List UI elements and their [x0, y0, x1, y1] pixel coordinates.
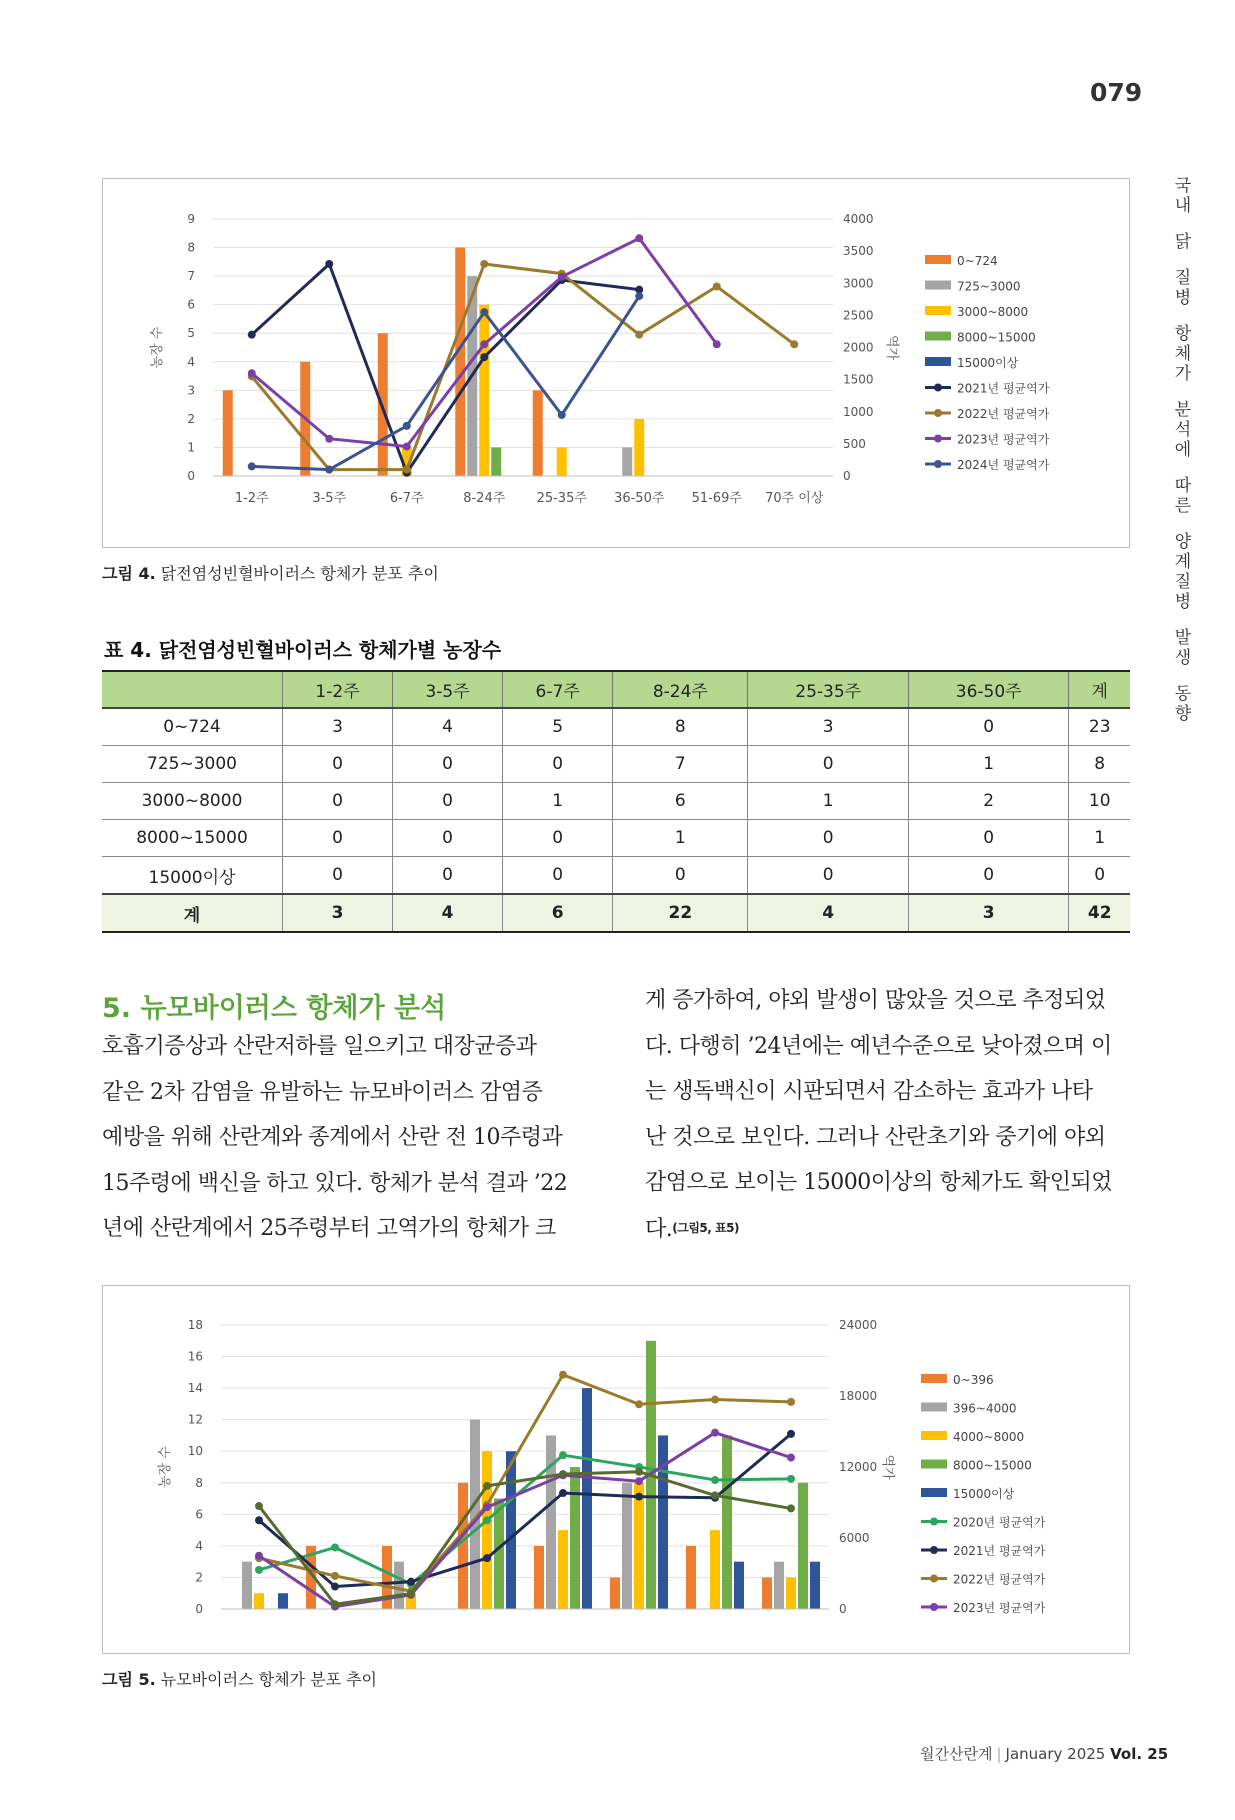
table4-total-cell: 3	[908, 894, 1068, 932]
y-axis-label: 농장 수	[158, 1446, 173, 1488]
bar	[686, 1546, 696, 1609]
side-title-char: 닭	[1174, 232, 1192, 252]
x-tick-label: 36-50주	[614, 491, 665, 506]
series-point	[558, 411, 566, 419]
y2-tick-label: 2500	[843, 308, 874, 323]
section5-paragraph-left	[102, 1024, 588, 1252]
bar	[582, 1388, 592, 1609]
table4-row	[102, 746, 1130, 783]
figure4-caption	[102, 561, 439, 584]
series-point	[711, 1396, 719, 1404]
bar	[278, 1593, 288, 1609]
table4-cell: 3	[748, 708, 908, 746]
legend-swatch	[925, 281, 951, 290]
series-point	[787, 1398, 795, 1406]
legend-swatch	[925, 332, 951, 341]
table4-cell: 0	[283, 783, 393, 820]
series-point	[483, 1482, 491, 1490]
series-point	[480, 340, 488, 348]
series-point	[558, 273, 566, 281]
y2-tick-label: 4000	[843, 212, 874, 226]
page-number: 079	[1090, 78, 1143, 107]
y-tick-label: 2	[195, 1570, 203, 1585]
x-tick-label: 6-7주	[389, 491, 424, 506]
y2-tick-label: 6000	[839, 1531, 870, 1545]
side-title-char: 병	[1174, 288, 1192, 308]
y-tick-label: 9	[187, 212, 195, 226]
table4-cell: 1	[503, 783, 613, 820]
y2-tick-label: 1000	[843, 404, 874, 419]
bar	[634, 419, 644, 476]
page-footer	[920, 1743, 1168, 1764]
paragraph-line: 난 것으로 보인다. 그러나 산란초기와 중기에 야외	[645, 1124, 1106, 1150]
side-title-char: 가	[1174, 364, 1192, 384]
bar	[557, 447, 567, 476]
table4-total-row	[102, 894, 1130, 932]
bar	[458, 1483, 468, 1609]
y2-tick-label: 500	[843, 436, 866, 451]
legend-swatch	[921, 1431, 947, 1440]
paragraph-line: 예방을 위해 산란계와 종계에서 산란 전 10주령과	[102, 1125, 563, 1150]
series-point	[325, 466, 333, 474]
figure4-caption-text: 닭전염성빈혈바이러스 항체가 분포 추이	[160, 564, 439, 583]
table4-header-cell	[102, 671, 283, 708]
series-point	[255, 1552, 263, 1560]
table4-cell: 0	[283, 746, 393, 783]
legend-label: 2022년 평균역가	[953, 1572, 1046, 1587]
series-point	[403, 442, 411, 450]
table4-row	[102, 783, 1130, 820]
x-tick-label: 8-24주	[463, 491, 506, 506]
side-title-char: 생	[1174, 648, 1192, 668]
figure4-svg	[103, 179, 1129, 547]
y-tick-label: 8	[187, 240, 195, 255]
series-point	[635, 1477, 643, 1485]
bar	[558, 1530, 568, 1609]
side-title-char: 른	[1174, 496, 1192, 516]
legend-swatch	[921, 1460, 947, 1469]
series-point	[331, 1583, 339, 1591]
bar	[622, 1483, 632, 1609]
side-title-char: 내	[1174, 196, 1192, 216]
table4-cell: 5	[503, 708, 613, 746]
bar	[722, 1435, 732, 1609]
footer-separator: |	[996, 1745, 1002, 1763]
figure5-caption-text: 뉴모바이러스 항체가 분포 추이	[160, 1670, 377, 1689]
series-point	[787, 1504, 795, 1512]
y-tick-label: 6	[187, 297, 195, 312]
legend-label: 2023년 평균역가	[953, 1601, 1046, 1615]
side-title-char: 질	[1174, 572, 1192, 592]
table4-cell: 23	[1069, 708, 1130, 746]
legend-label: 2020년 평균역가	[953, 1515, 1046, 1530]
table4-cell: 8	[1069, 746, 1130, 783]
table4-cell: 0	[613, 857, 748, 895]
table4-cell: 1	[613, 820, 748, 857]
legend-swatch	[921, 1403, 947, 1412]
paragraph-line: 호흡기증상과 산란저하를 일으키고 대장균증과	[102, 1034, 537, 1059]
series-point	[559, 1451, 567, 1459]
series-point	[403, 422, 411, 430]
series-point	[635, 234, 643, 242]
table4-cell: 0~724	[102, 708, 283, 746]
bar	[658, 1435, 668, 1609]
table4-row	[102, 708, 1130, 746]
y-tick-label: 18	[187, 1318, 203, 1332]
table4-row	[102, 857, 1130, 895]
bar	[506, 1451, 516, 1609]
table4-cell: 0	[748, 746, 908, 783]
table4-header-cell: 6-7주	[503, 671, 613, 708]
series-point	[787, 1475, 795, 1483]
bar	[774, 1562, 784, 1609]
series-point	[325, 435, 333, 443]
legend-label: 3000~8000	[957, 305, 1029, 319]
table4-header-row	[102, 671, 1130, 708]
legend-swatch	[925, 306, 951, 315]
side-title-char: 국	[1174, 176, 1192, 196]
figure5-svg	[103, 1286, 1129, 1653]
table4-header-cell: 계	[1069, 671, 1130, 708]
series-point	[559, 1489, 567, 1497]
legend-label: 2021년 평균역가	[957, 381, 1050, 396]
figure5-caption-label: 그림 5.	[102, 1670, 156, 1689]
table4-cell: 0	[503, 820, 613, 857]
y-tick-label: 10	[187, 1444, 203, 1459]
table4-total-cell: 4	[748, 894, 908, 932]
table4-cell: 10	[1069, 783, 1130, 820]
bar	[710, 1530, 720, 1609]
table4-header-cell: 8-24주	[613, 671, 748, 708]
table4-cell: 0	[283, 820, 393, 857]
bar	[810, 1562, 820, 1609]
series-point	[480, 308, 488, 316]
table4-cell: 0	[1069, 857, 1130, 895]
table4-cell: 8000~15000	[102, 820, 283, 857]
series-point	[255, 1516, 263, 1524]
y2-tick-label: 0	[839, 1602, 847, 1616]
series-point	[559, 1470, 567, 1478]
x-tick-label: 70주 이상	[765, 491, 824, 506]
legend-label: 396~4000	[953, 1401, 1017, 1416]
table4-cell: 0	[503, 857, 613, 895]
legend-label: 8000~15000	[953, 1458, 1032, 1473]
table4-cell: 0	[908, 857, 1068, 895]
bar	[786, 1577, 796, 1609]
y-tick-label: 14	[187, 1381, 203, 1396]
figure5-chart	[102, 1285, 1130, 1654]
table4-total-cell: 22	[613, 894, 748, 932]
y2-tick-label: 3000	[843, 276, 874, 291]
side-title-char: 양	[1174, 532, 1192, 552]
legend-label: 0~724	[957, 254, 998, 268]
series-point	[407, 1578, 415, 1586]
legend-swatch-point	[934, 460, 942, 468]
y2-tick-label: 24000	[839, 1318, 878, 1332]
table4-cell: 15000이상	[102, 857, 283, 895]
side-section-title	[1168, 176, 1198, 724]
paragraph-line: 다.$^{(그림5, 표5)}$	[645, 1216, 739, 1242]
legend-swatch-point	[934, 384, 942, 392]
series-point	[483, 1516, 491, 1524]
footer-volume: Vol. 25	[1110, 1745, 1169, 1763]
table4-cell: 0	[908, 708, 1068, 746]
legend-swatch	[925, 357, 951, 366]
bar	[394, 1562, 404, 1609]
table4-cell: 7	[613, 746, 748, 783]
table4-row	[102, 820, 1130, 857]
table4-cell: 8	[613, 708, 748, 746]
side-title-char: 체	[1174, 344, 1192, 364]
table4-header-cell: 36-50주	[908, 671, 1068, 708]
series-point	[635, 292, 643, 300]
series-point	[713, 282, 721, 290]
y2-tick-label: 3500	[843, 244, 874, 259]
series-point	[325, 260, 333, 268]
legend-swatch	[925, 255, 951, 264]
table4-cell: 0	[393, 820, 503, 857]
series-point	[331, 1543, 339, 1551]
bar	[455, 248, 465, 476]
side-title-char: 분	[1174, 400, 1192, 420]
y-tick-label: 4	[195, 1538, 203, 1553]
table4-cell: 0	[393, 857, 503, 895]
series-point	[331, 1600, 339, 1608]
table4-total-cell: 3	[283, 894, 393, 932]
bar	[491, 447, 501, 476]
series-point	[713, 340, 721, 348]
legend-label: 2023년 평균역가	[957, 432, 1050, 447]
bar	[223, 390, 233, 476]
x-tick-label: 25-35주	[536, 491, 587, 506]
side-title-char: 향	[1174, 704, 1192, 724]
bar	[622, 447, 632, 476]
y-tick-label: 0	[187, 469, 195, 483]
side-title-char: 항	[1174, 324, 1192, 344]
table4-cell: 0	[908, 820, 1068, 857]
table4-cell: 6	[613, 783, 748, 820]
table4-total-cell: 4	[393, 894, 503, 932]
y-tick-label: 16	[187, 1349, 203, 1364]
series-point	[787, 1430, 795, 1438]
paragraph-line: 는 생독백신이 시판되면서 감소하는 효과가 나타	[645, 1079, 1093, 1104]
series-point	[559, 1371, 567, 1379]
y2-axis-label: 역가	[880, 1454, 895, 1480]
y2-tick-label: 18000	[839, 1389, 878, 1403]
bar	[534, 1546, 544, 1609]
series-point	[403, 466, 411, 474]
figure4-caption-label: 그림 4.	[102, 564, 156, 583]
legend-label: 15000이상	[957, 356, 1019, 370]
y2-tick-label: 2000	[843, 340, 874, 355]
table4-total-cell: 42	[1069, 894, 1130, 932]
table4-cell: 1	[908, 746, 1068, 783]
side-title-char: 동	[1174, 684, 1192, 704]
bar	[798, 1483, 808, 1609]
paragraph-line: 게 증가하여, 야외 발생이 많았을 것으로 추정되었	[645, 988, 1106, 1013]
series-point	[483, 1554, 491, 1562]
table4-cell: 1	[1069, 820, 1130, 857]
legend-swatch	[921, 1374, 947, 1383]
series-point	[787, 1454, 795, 1462]
table4-cell: 3	[283, 708, 393, 746]
series-point	[635, 1400, 643, 1408]
y-axis-label: 농장 수	[150, 326, 165, 369]
legend-label: 8000~15000	[957, 330, 1036, 345]
y-tick-label: 1	[187, 440, 195, 455]
table4-cell: 0	[393, 746, 503, 783]
legend-swatch-point	[930, 1603, 938, 1611]
table4-cell: 0	[393, 783, 503, 820]
bar	[634, 1483, 644, 1609]
bar	[570, 1467, 580, 1609]
bar	[479, 305, 489, 476]
legend-label: 0~396	[953, 1373, 994, 1387]
side-title-char: 발	[1174, 628, 1192, 648]
y2-tick-label: 12000	[839, 1460, 878, 1474]
table4-header-cell: 3-5주	[393, 671, 503, 708]
x-tick-label: 3-5주	[312, 491, 347, 506]
table4-cell: 0	[283, 857, 393, 895]
section5-paragraph-right	[645, 978, 1130, 1252]
series-point	[635, 331, 643, 339]
table4-cell: 3000~8000	[102, 783, 283, 820]
x-tick-label: 51-69주	[691, 491, 742, 506]
y-tick-label: 3	[187, 383, 195, 398]
side-title-char: 계	[1174, 552, 1192, 572]
legend-label: 725~3000	[957, 279, 1021, 294]
table4-header-cell: 1-2주	[283, 671, 393, 708]
bar	[533, 390, 543, 476]
figure5-caption	[102, 1667, 377, 1690]
table4-header-cell: 25-35주	[748, 671, 908, 708]
series-point	[711, 1429, 719, 1437]
table4-title: 표 4. 닭전염성빈혈바이러스 항체가별 농장수	[104, 638, 502, 662]
series-point	[248, 331, 256, 339]
x-tick-label: 1-2주	[234, 491, 269, 506]
series-point	[711, 1491, 719, 1499]
y-tick-label: 12	[187, 1412, 203, 1427]
side-title-char: 질	[1174, 268, 1192, 288]
y2-tick-label: 1500	[843, 372, 874, 387]
series-point	[480, 260, 488, 268]
section5-title: 5. 뉴모바이러스 항체가 분석	[102, 993, 447, 1024]
series-point	[635, 1493, 643, 1501]
legend-label: 15000이상	[953, 1487, 1015, 1501]
series-point	[635, 1468, 643, 1476]
series-point	[790, 340, 798, 348]
bar	[242, 1562, 252, 1609]
table4-total-cell: 계	[102, 894, 283, 932]
table4-cell: 0	[748, 820, 908, 857]
figure-reference: (그림5, 표5)	[672, 1220, 739, 1235]
bar	[734, 1562, 744, 1609]
table4-cell: 1	[748, 783, 908, 820]
table4-cell: 725~3000	[102, 746, 283, 783]
legend-label: 4000~8000	[953, 1430, 1025, 1444]
bar	[254, 1593, 264, 1609]
legend-swatch-point	[934, 409, 942, 417]
footer-date: January 2025	[1005, 1745, 1106, 1763]
bar	[494, 1499, 504, 1609]
legend-label: 2021년 평균역가	[953, 1544, 1046, 1558]
bar	[610, 1577, 620, 1609]
legend-swatch	[921, 1488, 947, 1497]
paragraph-line: 년에 산란계에서 25주령부터 고역가의 항체가 크	[102, 1216, 556, 1241]
y2-axis-label: 역가	[884, 334, 899, 361]
series-point	[711, 1476, 719, 1484]
legend-swatch-point	[930, 1518, 938, 1526]
legend-label: 2024년 평균역가	[957, 458, 1050, 472]
series-point	[255, 1502, 263, 1510]
table4-cell: 4	[393, 708, 503, 746]
series-point	[407, 1590, 415, 1598]
y-tick-label: 4	[187, 354, 195, 369]
table4	[102, 670, 1130, 933]
figure4-chart	[102, 178, 1130, 548]
series-point	[483, 1503, 491, 1511]
footer-magazine: 월간산란계	[920, 1745, 993, 1763]
series-point	[255, 1566, 263, 1574]
y-tick-label: 5	[187, 326, 195, 341]
side-title-char: 에	[1174, 440, 1192, 460]
table4-cell: 0	[503, 746, 613, 783]
table4-cell: 2	[908, 783, 1068, 820]
y-tick-label: 2	[187, 411, 195, 426]
paragraph-line: 다. 다행히 ’24년에는 예년수준으로 낮아졌으며 이	[645, 1033, 1112, 1059]
side-title-char: 석	[1174, 420, 1192, 440]
table4-total-cell: 6	[503, 894, 613, 932]
paragraph-line: 15주령에 백신을 하고 있다. 항체가 분석 결과 ’22	[102, 1170, 568, 1196]
legend-swatch-point	[930, 1575, 938, 1583]
bar	[482, 1451, 492, 1609]
y-tick-label: 0	[195, 1602, 203, 1616]
side-title-char: 따	[1174, 476, 1192, 496]
paragraph-line: 감염으로 보이는 15000이상의 항체가도 확인되었	[645, 1170, 1112, 1195]
table4-cell: 0	[748, 857, 908, 895]
series-point	[480, 353, 488, 361]
y-tick-label: 8	[195, 1475, 203, 1490]
y2-tick-label: 0	[843, 469, 851, 483]
legend-label: 2022년 평균역가	[957, 407, 1050, 421]
legend-swatch-point	[934, 435, 942, 443]
series-point	[248, 369, 256, 377]
paragraph-line: 같은 2차 감염을 유발하는 뉴모바이러스 감염증	[102, 1079, 543, 1105]
series-point	[248, 462, 256, 470]
bar	[762, 1577, 772, 1609]
legend-swatch-point	[930, 1546, 938, 1554]
series-point	[331, 1572, 339, 1580]
side-title-char: 병	[1174, 592, 1192, 612]
y-tick-label: 6	[195, 1507, 203, 1522]
y-tick-label: 7	[187, 269, 195, 284]
